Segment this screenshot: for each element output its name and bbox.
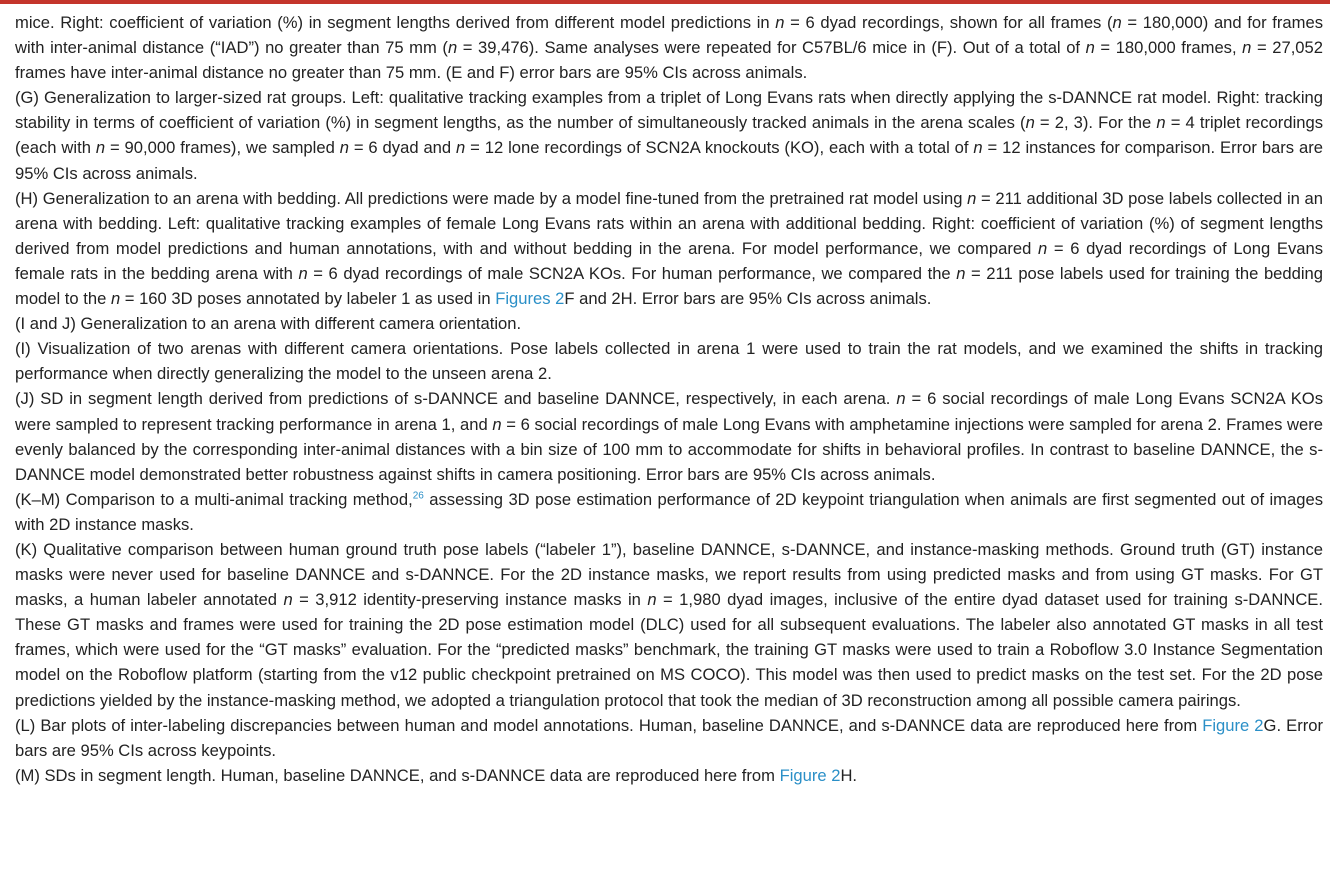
caption-text: = 27,052 frames have inter-animal distance no greater than 75 mm. (E and F) error bars are 95% CIs across animals. [15, 38, 1323, 83]
caption-text: = 6 dyad and [348, 138, 457, 158]
caption-paragraph-h [15, 186, 1323, 311]
caption-text: = 180,000) and for frames with inter-animal distance (“IAD”) no greater than 75 mm ( [15, 13, 1324, 58]
caption-text: = 6 dyad recordings, shown for all frames ( [784, 13, 1113, 32]
caption-paragraph-m [15, 763, 1323, 788]
caption-text: = 2, 3). For the [1034, 113, 1157, 133]
caption-paragraph-k [15, 537, 1323, 713]
caption-paragraph-k-m [15, 487, 1323, 537]
caption-text: mice. Right: coefficient of variation (%) in segment lengths derived from different model predictions in [15, 13, 776, 32]
caption-text: (I) Visualization of two arenas with different camera orientations. Pose labels collected in arena 1 were used to train the rat models, and we examined the shifts in tracking performance when directly generalizing the model to the unseen arena 2. [15, 339, 1323, 384]
caption-paragraph-j [15, 386, 1323, 486]
figure-2-link[interactable]: Figure 2 [779, 765, 841, 785]
caption-text: H. [840, 765, 858, 785]
variable-n: n [339, 138, 349, 158]
caption-text: = 211 additional 3D pose labels collected in an arena with bedding. Left: qualitative tracking examples of female Long Evans rats within an arena with additional bedding. Right: coefficient of variation (%) of segment lengths derived from model predictions and human annotations, with and without bedding in the arena. For model performance, we compared [15, 188, 1323, 258]
variable-n: n [896, 389, 906, 409]
caption-text: (K) Qualitative comparison between human ground truth pose labels (“labeler 1”), baseline DANNCE, s-DANNCE, and instance-masking methods. Ground truth (GT) instance masks were never used for baseline DANNCE and s-DANNCE. For the 2D instance masks, we report results from using predicted masks and from using GT masks. For GT masks, a human labeler annotated [15, 539, 1323, 610]
variable-n: n [283, 590, 293, 610]
caption-paragraph-l [15, 713, 1323, 763]
variable-n: n [95, 138, 106, 158]
caption-text: (K–M) Comparison to a multi-animal tracking method, [15, 489, 413, 509]
caption-text: = 12 lone recordings of SCN2A knockouts (KO), each with a total of [465, 138, 974, 158]
reference-26-link[interactable]: 26 [412, 490, 424, 502]
variable-n: n [647, 590, 657, 610]
figure-caption [15, 10, 1323, 788]
caption-text: = 12 instances for comparison. Error bars are 95% CIs across animals. [15, 138, 1323, 183]
caption-text: = 1,980 dyad images, inclusive of the entire dyad dataset used for training s-DANNCE. These GT masks and frames were used for training the 2D pose estimation model (DLC) used for all subsequent evaluations. The labeler also annotated GT masks in all test frames, which were used for the “GT masks” evaluation. For the “predicted masks” benchmark, the training GT masks were used to train a Roboflow 3.0 Instance Segmentation model on the Roboflow platform (starting from the v12 public checkpoint pretrained on MS COCO). This model was then used to predict masks on the test set. For the 2D pose predictions yielded by the instance-masking method, we adopted a triangulation protocol that took the median of 3D reconstruction among all possible camera pairings. [15, 590, 1323, 710]
variable-n: n [447, 38, 458, 58]
variable-n: n [1085, 38, 1095, 58]
caption-text: G. Error bars are 95% CIs across keypoints. [15, 715, 1323, 760]
caption-paragraph-g [15, 85, 1323, 185]
variable-n: n [967, 188, 977, 208]
caption-text: (G) Generalization to larger-sized rat groups. Left: qualitative tracking examples from a triplet of Long Evans rats when directly applying the s-DANNCE rat model. Right: tracking stability in terms of coefficient of variation (%) in segment lengths, as the number of simultaneously tracked animals in the arena scales ( [15, 88, 1323, 133]
caption-text: = 6 dyad recordings of Long Evans female rats in the bedding arena with [15, 238, 1324, 283]
variable-n: n [775, 13, 785, 32]
variable-n: n [1025, 113, 1035, 133]
variable-n: n [1112, 13, 1122, 32]
variable-n: n [956, 263, 966, 283]
variable-n: n [1242, 38, 1252, 58]
figure-2-link[interactable]: Figures 2 [495, 289, 565, 309]
caption-text: = 6 social recordings of male Long Evans with amphetamine injections were sampled for arena 2. Frames were evenly balanced by the corresponding inter-animal distances with a bin size of 100 mm to accommodate for shifts in behavioral profiles. In contrast to baseline DANNCE, the s-DANNCE model demonstrated better robustness against shifts in camera positioning. Error bars are 95% CIs across animals. [15, 414, 1323, 484]
variable-n: n [110, 289, 121, 309]
caption-text: (M) SDs in segment length. Human, baseline DANNCE, and s-DANNCE data are reproduced here from [15, 765, 780, 785]
variable-n: n [973, 138, 983, 158]
variable-n: n [1037, 238, 1048, 258]
caption-text: = 39,476). Same analyses were repeated for C57BL/6 mice in (F). Out of a total of [457, 38, 1086, 58]
caption-paragraph-i-j [15, 311, 1323, 336]
caption-text: = 211 pose labels used for training the bedding model to the [15, 263, 1323, 309]
caption-text: assessing 3D pose estimation performance of 2D keypoint triangulation when animals are first segmented out of images with 2D instance masks. [15, 489, 1323, 534]
caption-text: F and 2H. Error bars are 95% CIs across animals. [564, 289, 932, 309]
caption-text: = 160 3D poses annotated by labeler 1 as used in [120, 289, 496, 309]
top-accent-rule [0, 0, 1330, 4]
caption-paragraph-e-f [15, 10, 1323, 85]
caption-text: = 3,912 identity-preserving instance masks in [292, 590, 648, 610]
variable-n: n [298, 263, 308, 283]
caption-text: (L) Bar plots of inter-labeling discrepancies between human and model annotations. Human, baseline DANNCE, and s-DANNCE data are reproduced here from [15, 715, 1203, 735]
caption-text: (I and J) Generalization to an arena with different camera orientation. [15, 314, 522, 334]
caption-text: (J) SD in segment length derived from predictions of s-DANNCE and baseline DANNCE, respectively, in each arena. [15, 389, 897, 409]
caption-text: = 4 triplet recordings (each with [15, 113, 1324, 158]
caption-text: = 6 social recordings of male Long Evans SCN2A KOs were sampled to represent tracking performance in arena 1, and [15, 389, 1323, 434]
figure-2-link[interactable]: Figure 2 [1202, 715, 1264, 735]
variable-n: n [456, 138, 466, 158]
variable-n: n [1156, 113, 1166, 133]
caption-paragraph-i [15, 336, 1323, 386]
variable-n: n [492, 414, 502, 434]
caption-text: (H) Generalization to an arena with bedding. All predictions were made by a model fine-tuned from the pretrained rat model using [15, 188, 968, 208]
caption-text: = 6 dyad recordings of male SCN2A KOs. For human performance, we compared the [307, 263, 957, 283]
caption-text: = 180,000 frames, [1094, 38, 1243, 58]
caption-text: = 90,000 frames), we sampled [105, 138, 340, 158]
